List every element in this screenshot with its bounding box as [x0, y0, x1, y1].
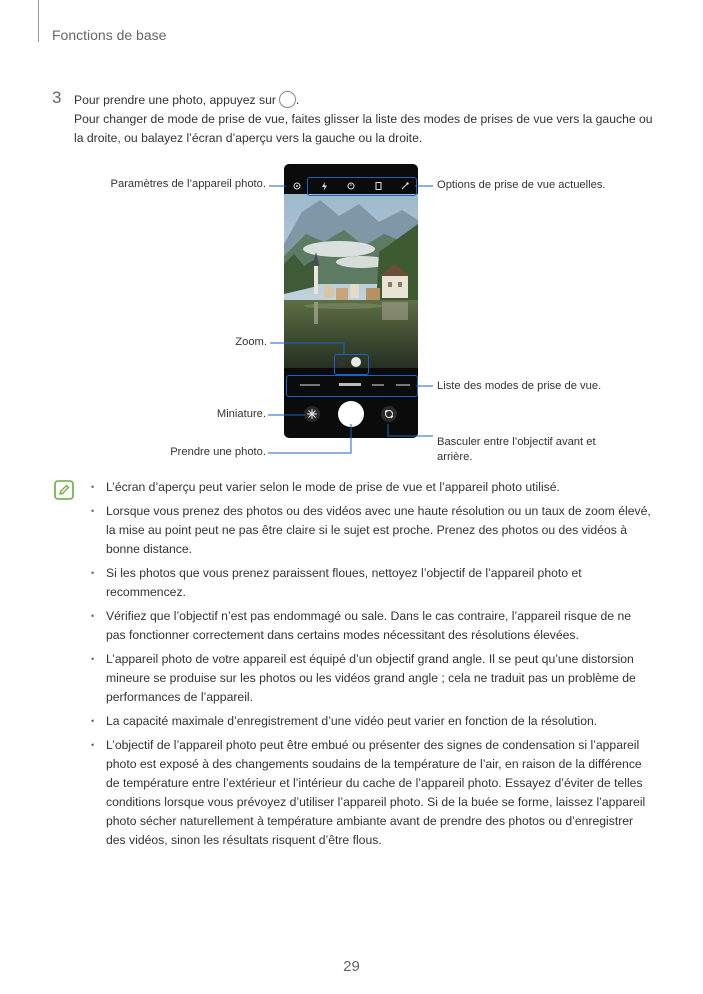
- step-number: 3: [52, 88, 62, 107]
- callout-zoom: Zoom.: [235, 336, 267, 348]
- callout-settings: Paramètres de l’appareil photo.: [110, 178, 266, 190]
- callout-modes: Liste des modes de prise de vue.: [437, 380, 602, 392]
- bottom-controls: [284, 394, 418, 438]
- step-instruction-text: Pour prendre une photo, appuyez sur: [74, 93, 276, 107]
- callout-switch-line2: arrière.: [437, 451, 473, 463]
- callout-thumbnail: Miniature.: [216, 408, 266, 420]
- page-number: 29: [343, 958, 360, 975]
- note-item: • L’écran d’aperçu peut varier selon le mode de prise de vue et l’appareil photo utilisé.: [91, 478, 653, 497]
- options-highlight: [307, 177, 417, 196]
- preview-photo: [284, 194, 418, 368]
- zoom-highlight: [334, 354, 369, 375]
- note-item: • L’appareil photo de votre appareil est équipé d’un objectif grand angle. Il se peut qu’une distorsion mineure se produise sur les photos ou les vidéos grand angle ; cela ne traduit pas un problème de performances de l’appareil.: [91, 650, 653, 707]
- switch-camera-icon[interactable]: [381, 406, 397, 422]
- step-paragraph: Pour changer de mode de prise de vue, faites glisser la liste des modes de prises de vue vers la gauche ou la droite, ou balayez l’écran d’aperçu vers la gauche ou la droite.: [74, 112, 653, 145]
- settings-icon[interactable]: [294, 183, 300, 189]
- callout-take-photo: Prendre une photo.: [170, 446, 266, 458]
- note-item: • Vérifiez que l’objectif n’est pas endommagé ou sale. Dans le cas contraire, l’appareil risque de ne pas fonctionner correctement dans certains modes nécessitant des résolutions élevées.: [91, 607, 653, 645]
- step-instruction-end: .: [295, 93, 300, 107]
- notes-list: [91, 478, 653, 855]
- callout-switch-line1: Basculer entre l’objectif avant et: [437, 436, 596, 448]
- note-icon: [54, 480, 74, 500]
- note-item: • Si les photos que vous prenez paraissent floues, nettoyez l’objectif de l’appareil photo et recommencez.: [91, 564, 653, 602]
- step-instruction: [74, 91, 299, 109]
- modes-highlight: [286, 375, 418, 397]
- shutter-button-icon: [279, 91, 296, 108]
- thumbnail-button[interactable]: [304, 406, 320, 422]
- header-divider: [38, 0, 39, 42]
- note-item: • La capacité maximale d’enregistrement d’une vidéo peut varier en fonction de la résolution.: [91, 712, 653, 731]
- callout-options: Options de prise de vue actuelles.: [437, 179, 606, 191]
- note-item: • Lorsque vous prenez des photos ou des vidéos avec une haute résolution ou un taux de zoom élevé, la mise au point peut ne pas être claire si le sujet est proche. Prenez des photos ou des vidéos à bonne distance.: [91, 502, 653, 559]
- shutter-button[interactable]: [338, 401, 364, 427]
- note-item: • L’objectif de l’appareil photo peut être embué ou présenter des signes de condensation si l’appareil photo est exposé à des changements soudains de la température de l’air, en raison de la différence de température entre l’extérieur et l’intérieur du cache de l’appareil photo. Essayez d’éviter de telles conditions lorsque vous prévoyez d’utiliser l’appareil photo. Si de la buée se forme, laissez l’appareil photo sécher naturellement à température ambiante avant de prendre des photos ou d’enregistrer des vidéos, sinon les résultats risquent d’être flous.: [91, 736, 653, 850]
- section-title: Fonctions de base: [52, 27, 167, 43]
